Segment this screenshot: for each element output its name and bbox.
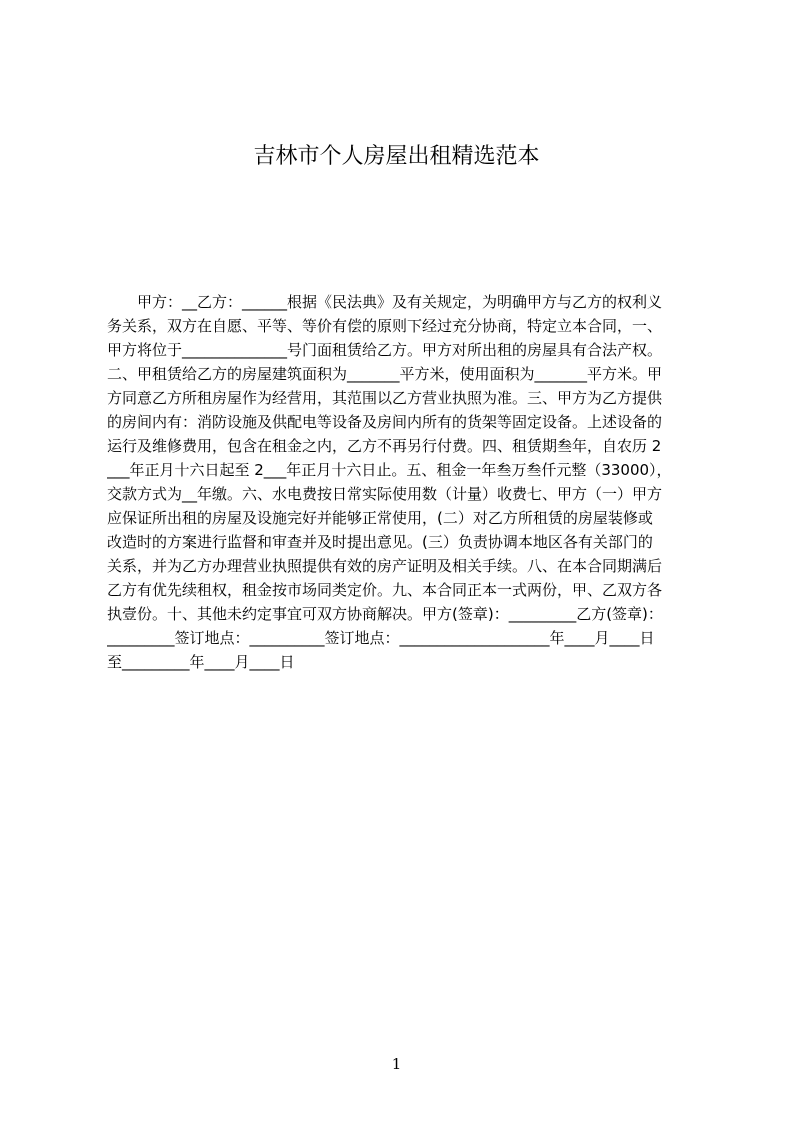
- body-line: _________签订地点：__________签订地点：____________________年____月____日: [107, 629, 655, 647]
- body-line: 应保证所出租的房屋及设施完好并能够正常使用，(二）对乙方所租赁的房屋装修或: [107, 509, 653, 527]
- body-line: 改造时的方案进行监督和审查并及时提出意见。(三）负责协调本地区各有关部门的: [107, 533, 653, 551]
- body-line: 甲方：__乙方：______根据《民法典》及有关规定，为明确甲方与乙方的权利义: [107, 293, 663, 311]
- body-line: 方同意乙方所租房屋作为经营用，其范围以乙方营业执照为准。三、甲方为乙方提供: [107, 389, 663, 407]
- contract-body: [107, 290, 697, 674]
- body-line: 务关系，双方在自愿、平等、等价有偿的原则下经过充分协商，特定立本合同，一、: [107, 317, 663, 335]
- page-number: 1: [391, 1055, 402, 1073]
- body-line: 运行及维修费用，包含在租金之内，乙方不再另行付费。四、租赁期叁年，自农历 2: [107, 437, 662, 455]
- body-line: 二、甲租赁给乙方的房屋建筑面积为_______平方米，使用面积为_______平方米。甲: [107, 365, 663, 383]
- body-line: 交款方式为__年缴。六、水电费按日常实际使用数（计量）收费七、甲方（一）甲方: [107, 485, 663, 503]
- body-line: 甲方将位于______________号门面租赁给乙方。甲方对所出租的房屋具有合法产权。: [107, 341, 663, 359]
- body-line: 的房间内有：消防设施及供配电等设备及房间内所有的货架等固定设备。上述设备的: [107, 413, 663, 431]
- document-title: 吉林市个人房屋出租精选范本: [253, 144, 540, 169]
- body-line: ___年正月十六日起至 2___年正月十六日止。五、租金一年叁万叁仟元整（33000），: [107, 461, 672, 479]
- body-line: 执壹份。十、其他未约定事宜可双方协商解决。甲方(签章)：_________乙方(签章)：: [107, 605, 663, 623]
- body-line: 乙方有优先续租权，租金按市场同类定价。九、本合同正本一式两份，甲、乙双方各: [107, 581, 663, 599]
- body-line: 至_________年____月____日: [107, 653, 295, 671]
- body-line: 关系，并为乙方办理营业执照提供有效的房产证明及相关手续。八、在本合同期满后: [107, 557, 663, 575]
